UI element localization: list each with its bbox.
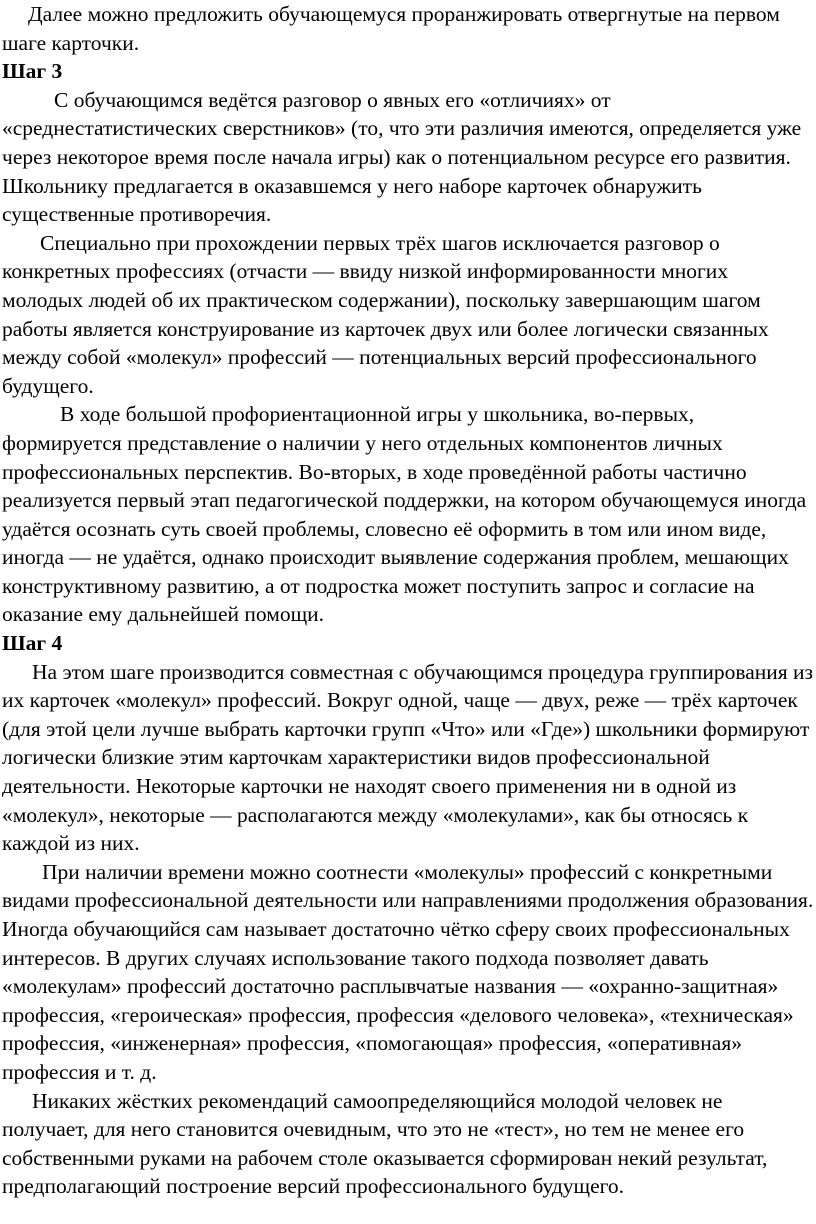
step-3-paragraph-1: С обучающимся ведётся разговор о явных его «отличиях» от «среднестатистических сверстников» (то, что эти различия имеются, определяется уже через некоторое время после начала игры) как о потенциальном ресурсе его развития. Школьнику предлагается в оказавшемся у него наборе карточек обнаружить существенные противоречия. <box>2 87 802 227</box>
step-4-paragraph-1: На этом шаге производится совместная с обучающимся процедура группирования из их карточек «молекул» профессий. Вокруг одной, чаще — двух, реже — трёх карточек (для этой цели лучше выбрать карточки групп «Что» или «Где») школьники формируют логически близкие этим карточкам характеристики видов профессиональной деятельности. Некоторые карточки не находят своего применения ни в одной из «молекул», некоторые — располагаются между «молекулами», как бы относясь к каждой из них. <box>2 659 814 856</box>
document-page <box>2 0 814 1201</box>
step-3-paragraph-2: Специально при прохождении первых трёх шагов исключается разговор о конкретных профессиях (отчасти — ввиду низкой информированности многих молодых людей об их практическом содержании), поскольку завершающим шагом работы является конструирование из карточек двух или более логически связанных между собой «молекул» профессий — потенциальных версий профессионального будущего. <box>2 230 769 398</box>
intro-paragraph: Далее можно предложить обучающемуся проранжировать отвергнутые на первом шаге карточки. <box>2 2 780 55</box>
step-4-heading: Шаг 4 <box>2 631 63 656</box>
step-3-paragraph-3: В ходе большой профориентационной игры у школьника, во-первых, формируется представление о наличии у него отдельных компонентов личных профессиональных перспектив. Во-вторых, в ходе проведённой работы частично реализуется первый этап педагогической поддержки, на котором обучающемуся иногда удаётся осознать суть своей проблемы, словесно её оформить в том или ином виде, иногда — не удаётся, однако происходит выявление содержания проблем, мешающих конструктивному развитию, а от подростка может поступить запрос и согласие на оказание ему дальнейшей помощи. <box>2 402 807 627</box>
step-4-paragraph-2: При наличии времени можно соотнести «молекулы» профессий с конкретными видами профессиональной деятельности или направлениями продолжения образования. Иногда обучающийся сам называет достаточно чётко сферу своих профессиональных интересов. В других случаях использование такого подхода позволяет давать «молекулам» профессий достаточно расплывчатые названия — «охранно-защитная» профессия, «героическая» профессия, профессия «делового человека», «техническая» профессия, «инженерная» профессия, «помогающая» профессия, «оперативная» профессия и т. д. <box>2 859 814 1084</box>
step-3-heading: Шаг 3 <box>2 59 63 84</box>
step-4-paragraph-3: Никаких жёстких рекомендаций самоопределяющийся молодой человек не получает, для него становится очевидным, что это не «тест», но тем не менее его собственными руками на рабочем столе оказывается сформирован некий результат, предполагающий построение версий профессионального будущего. <box>2 1088 768 1199</box>
